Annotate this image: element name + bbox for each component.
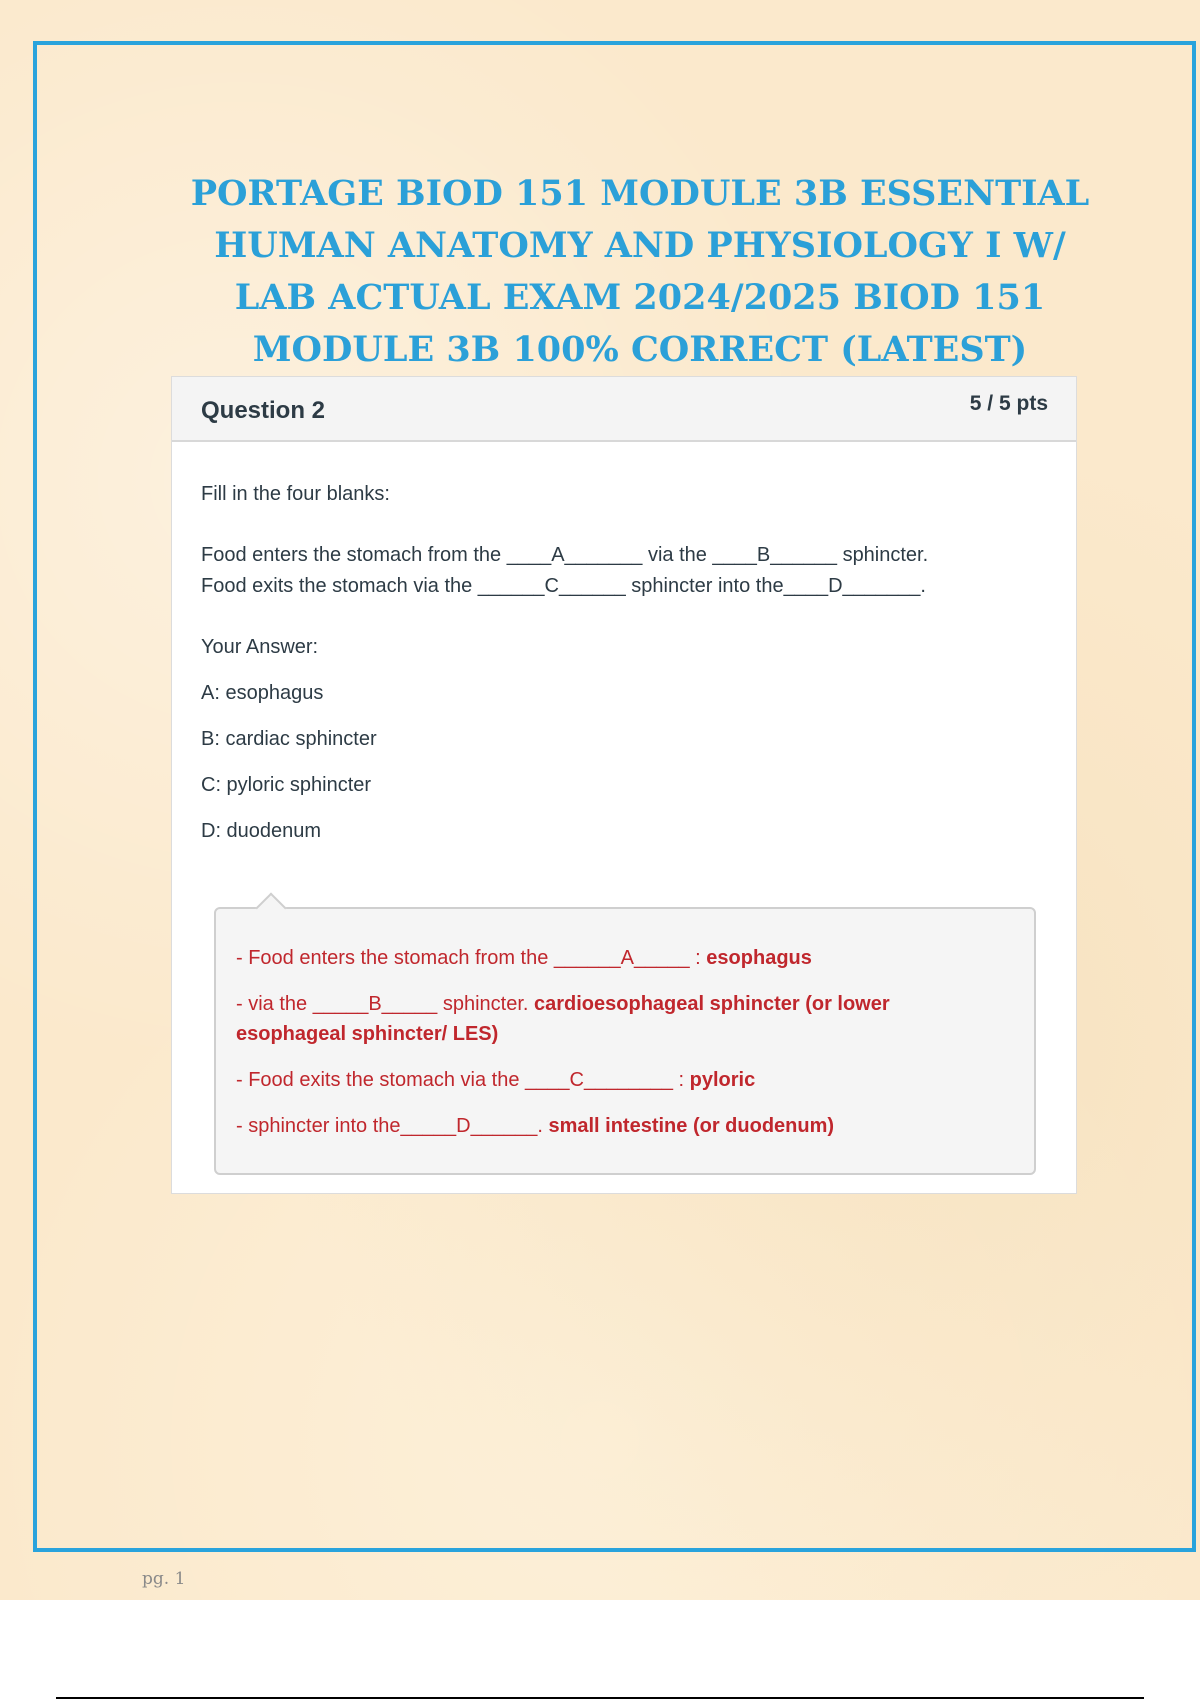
- feedback-answer: esophageal sphincter/ LES): [236, 1023, 499, 1045]
- answer-feedback-box: [214, 907, 1036, 1175]
- answer-item: D: duodenum: [201, 820, 322, 842]
- feedback-answer: pyloric: [689, 1069, 756, 1091]
- feedback-answer: esophagus: [706, 947, 812, 969]
- answer-label: Your Answer:: [201, 636, 319, 658]
- title-line: LAB ACTUAL EXAM 2024/2025 BIOD 151: [234, 277, 1046, 318]
- document-title: [160, 168, 1120, 376]
- question-title: Question 2: [201, 397, 326, 424]
- answer-item: B: cardiac sphincter: [201, 728, 377, 750]
- callout-notch: [255, 892, 286, 923]
- feedback-line: [236, 943, 812, 973]
- feedback-text: - via the _____B_____ sphincter.: [236, 993, 534, 1015]
- feedback-answer: small intestine (or duodenum): [548, 1115, 835, 1137]
- title-line: MODULE 3B 100% CORRECT (LATEST): [252, 329, 1028, 370]
- feedback-line: [236, 1111, 834, 1141]
- footer-divider: [56, 1697, 1144, 1699]
- question-prompt-line: Food exits the stomach via the ______C______ sphincter into the____D_______.: [201, 575, 926, 597]
- question-prompt-line: Food enters the stomach from the ____A_______ via the ____B______ sphincter.: [201, 544, 929, 566]
- answer-item: A: esophagus: [201, 682, 324, 704]
- feedback-text: - Food enters the stomach from the ______A_____ :: [236, 947, 707, 969]
- question-card: [171, 376, 1077, 1194]
- feedback-answer: cardioesophageal sphincter (or lower: [534, 993, 890, 1015]
- question-header: [172, 377, 1076, 442]
- feedback-text: - sphincter into the_____D______.: [236, 1115, 549, 1137]
- answer-item: C: pyloric sphincter: [201, 774, 372, 796]
- title-line: PORTAGE BIOD 151 MODULE 3B ESSENTIAL: [190, 173, 1090, 214]
- feedback-line: [236, 989, 890, 1049]
- question-points: 5 / 5 pts: [969, 392, 1048, 415]
- feedback-text: - Food exits the stomach via the ____C________ :: [236, 1069, 690, 1091]
- feedback-line: [236, 1065, 755, 1095]
- page-number: pg. 1: [142, 1569, 186, 1589]
- title-line: HUMAN ANATOMY AND PHYSIOLOGY I W/: [214, 225, 1066, 266]
- question-instruction: Fill in the four blanks:: [201, 483, 390, 505]
